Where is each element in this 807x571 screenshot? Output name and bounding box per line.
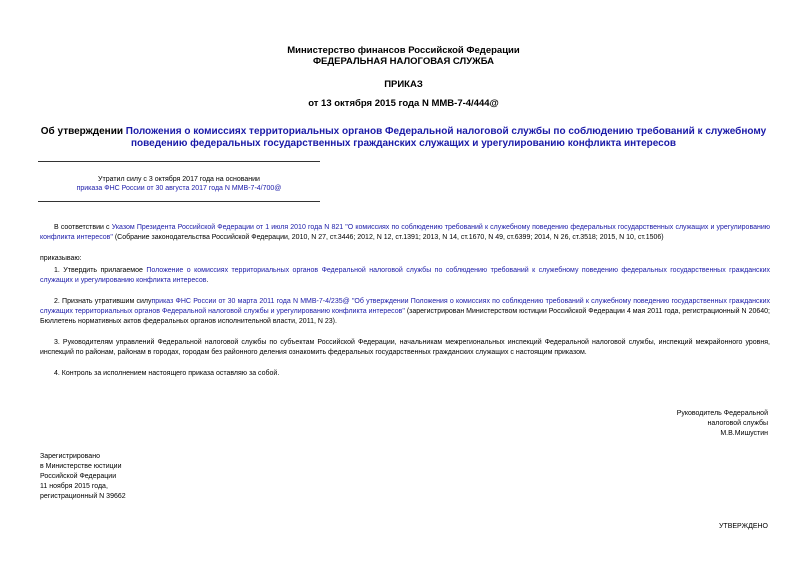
repealed-order-link[interactable]: приказ ФНС России от 30 марта 2011 года N ММВ-7-4/235@ "Об утверждении Положения о комиссиях по соблюдению требований к служебному поведению государственных гражданских служащих территориальных органов Федеральной налоговой службы и урегулированию конфликта интересов" xyxy=(40,298,770,315)
title-regulation-link[interactable]: Положения о комиссиях территориальных органов Федеральной налоговой службы по соблюдению требований к служебному поведению федеральных государственных гражданских служащих и урегулированию конфликта интересов xyxy=(125,126,767,149)
item-2-suffix: (зарегистрирован Министерством юстиции Российской Федерации 4 мая 2011 года, регистрационный N 20640; Бюллетень нормативных актов федеральных органов исполнительной власти, 2011, N 23). xyxy=(40,308,770,325)
document-title xyxy=(40,126,767,150)
lost-force-order-link[interactable]: приказа ФНС России от 30 августа 2017 года N ММВ-7-4/700@ xyxy=(76,185,282,192)
item-2-prefix: 2. Признать утратившим силу xyxy=(54,298,152,305)
registration-line4: 11 ноября 2015 года, xyxy=(40,483,108,490)
regulation-link[interactable]: Положение о комиссиях территориальных органов Федеральной налоговой службы по соблюдению требований к служебному поведению федеральных государственных гражданских служащих и урегулированию конфликта интересов xyxy=(40,267,770,284)
item-1 xyxy=(40,266,770,286)
item-1-suffix: . xyxy=(206,277,209,284)
registration-line1: Зарегистрировано xyxy=(40,453,100,460)
item-2 xyxy=(40,297,770,327)
title-prefix: Об утверждении xyxy=(40,126,126,137)
signature-block xyxy=(677,409,768,439)
registration-line2: в Министерстве юстиции xyxy=(40,463,122,470)
registration-line3: Российской Федерации xyxy=(40,473,117,480)
basis-paragraph xyxy=(40,223,770,243)
basis-prefix: В соответствии с xyxy=(54,224,112,231)
service-name: ФЕДЕРАЛЬНАЯ НАЛОГОВАЯ СЛУЖБА xyxy=(312,56,495,67)
presidential-decree-link[interactable]: Указом Президента Российской Федерации от 1 июля 2010 года N 821 "О комиссиях по соблюдению требований к служебному поведению федеральных государственных служащих и урегулированию конфликта интересов" xyxy=(40,224,771,241)
item-1-prefix: 1. Утвердить прилагаемое xyxy=(54,267,147,274)
item-4: 4. Контроль за исполнением настоящего приказа оставляю за собой. xyxy=(54,370,280,377)
orders-word: приказываю: xyxy=(40,255,82,262)
registration-block xyxy=(40,452,126,502)
basis-suffix: (Собрание законодательства Российской Федерации, 2010, N 27, ст.3446; 2012, N 12, ст.1391; 2013, N 14, ст.1670, N 49, ст.6399; 2014, N 26, ст.3518; 2015, N 10, ст.1506) xyxy=(112,234,664,241)
approved-label: УТВЕРЖДЕНО xyxy=(718,523,768,530)
divider-top xyxy=(38,161,320,162)
divider-bottom xyxy=(38,201,320,202)
document-type: ПРИКАЗ xyxy=(384,79,423,90)
lost-force-note: Утратил силу с 3 октября 2017 года на основании xyxy=(98,176,260,183)
ministry-name: Министерство финансов Российской Федерации xyxy=(287,45,520,56)
signature-title-line2: налоговой службы xyxy=(707,420,768,427)
item-3: 3. Руководителям управлений Федеральной налоговой службы по субъектам Российской Федерации, начальникам межрегиональных инспекций Федеральной налоговой службы, инспекций межрайонного уровня, инспекций по районам, районам в городах, городам без районного деления ознакомить федеральных государственных гражданских служащих с настоящим приказом. xyxy=(40,339,770,356)
registration-line5: регистрационный N 39662 xyxy=(40,493,126,500)
signature-title-line1: Руководитель Федеральной xyxy=(676,410,768,417)
document-date-number: от 13 октября 2015 года N ММВ-7-4/444@ xyxy=(308,98,499,109)
signature-name: М.В.Мишустин xyxy=(720,430,768,437)
